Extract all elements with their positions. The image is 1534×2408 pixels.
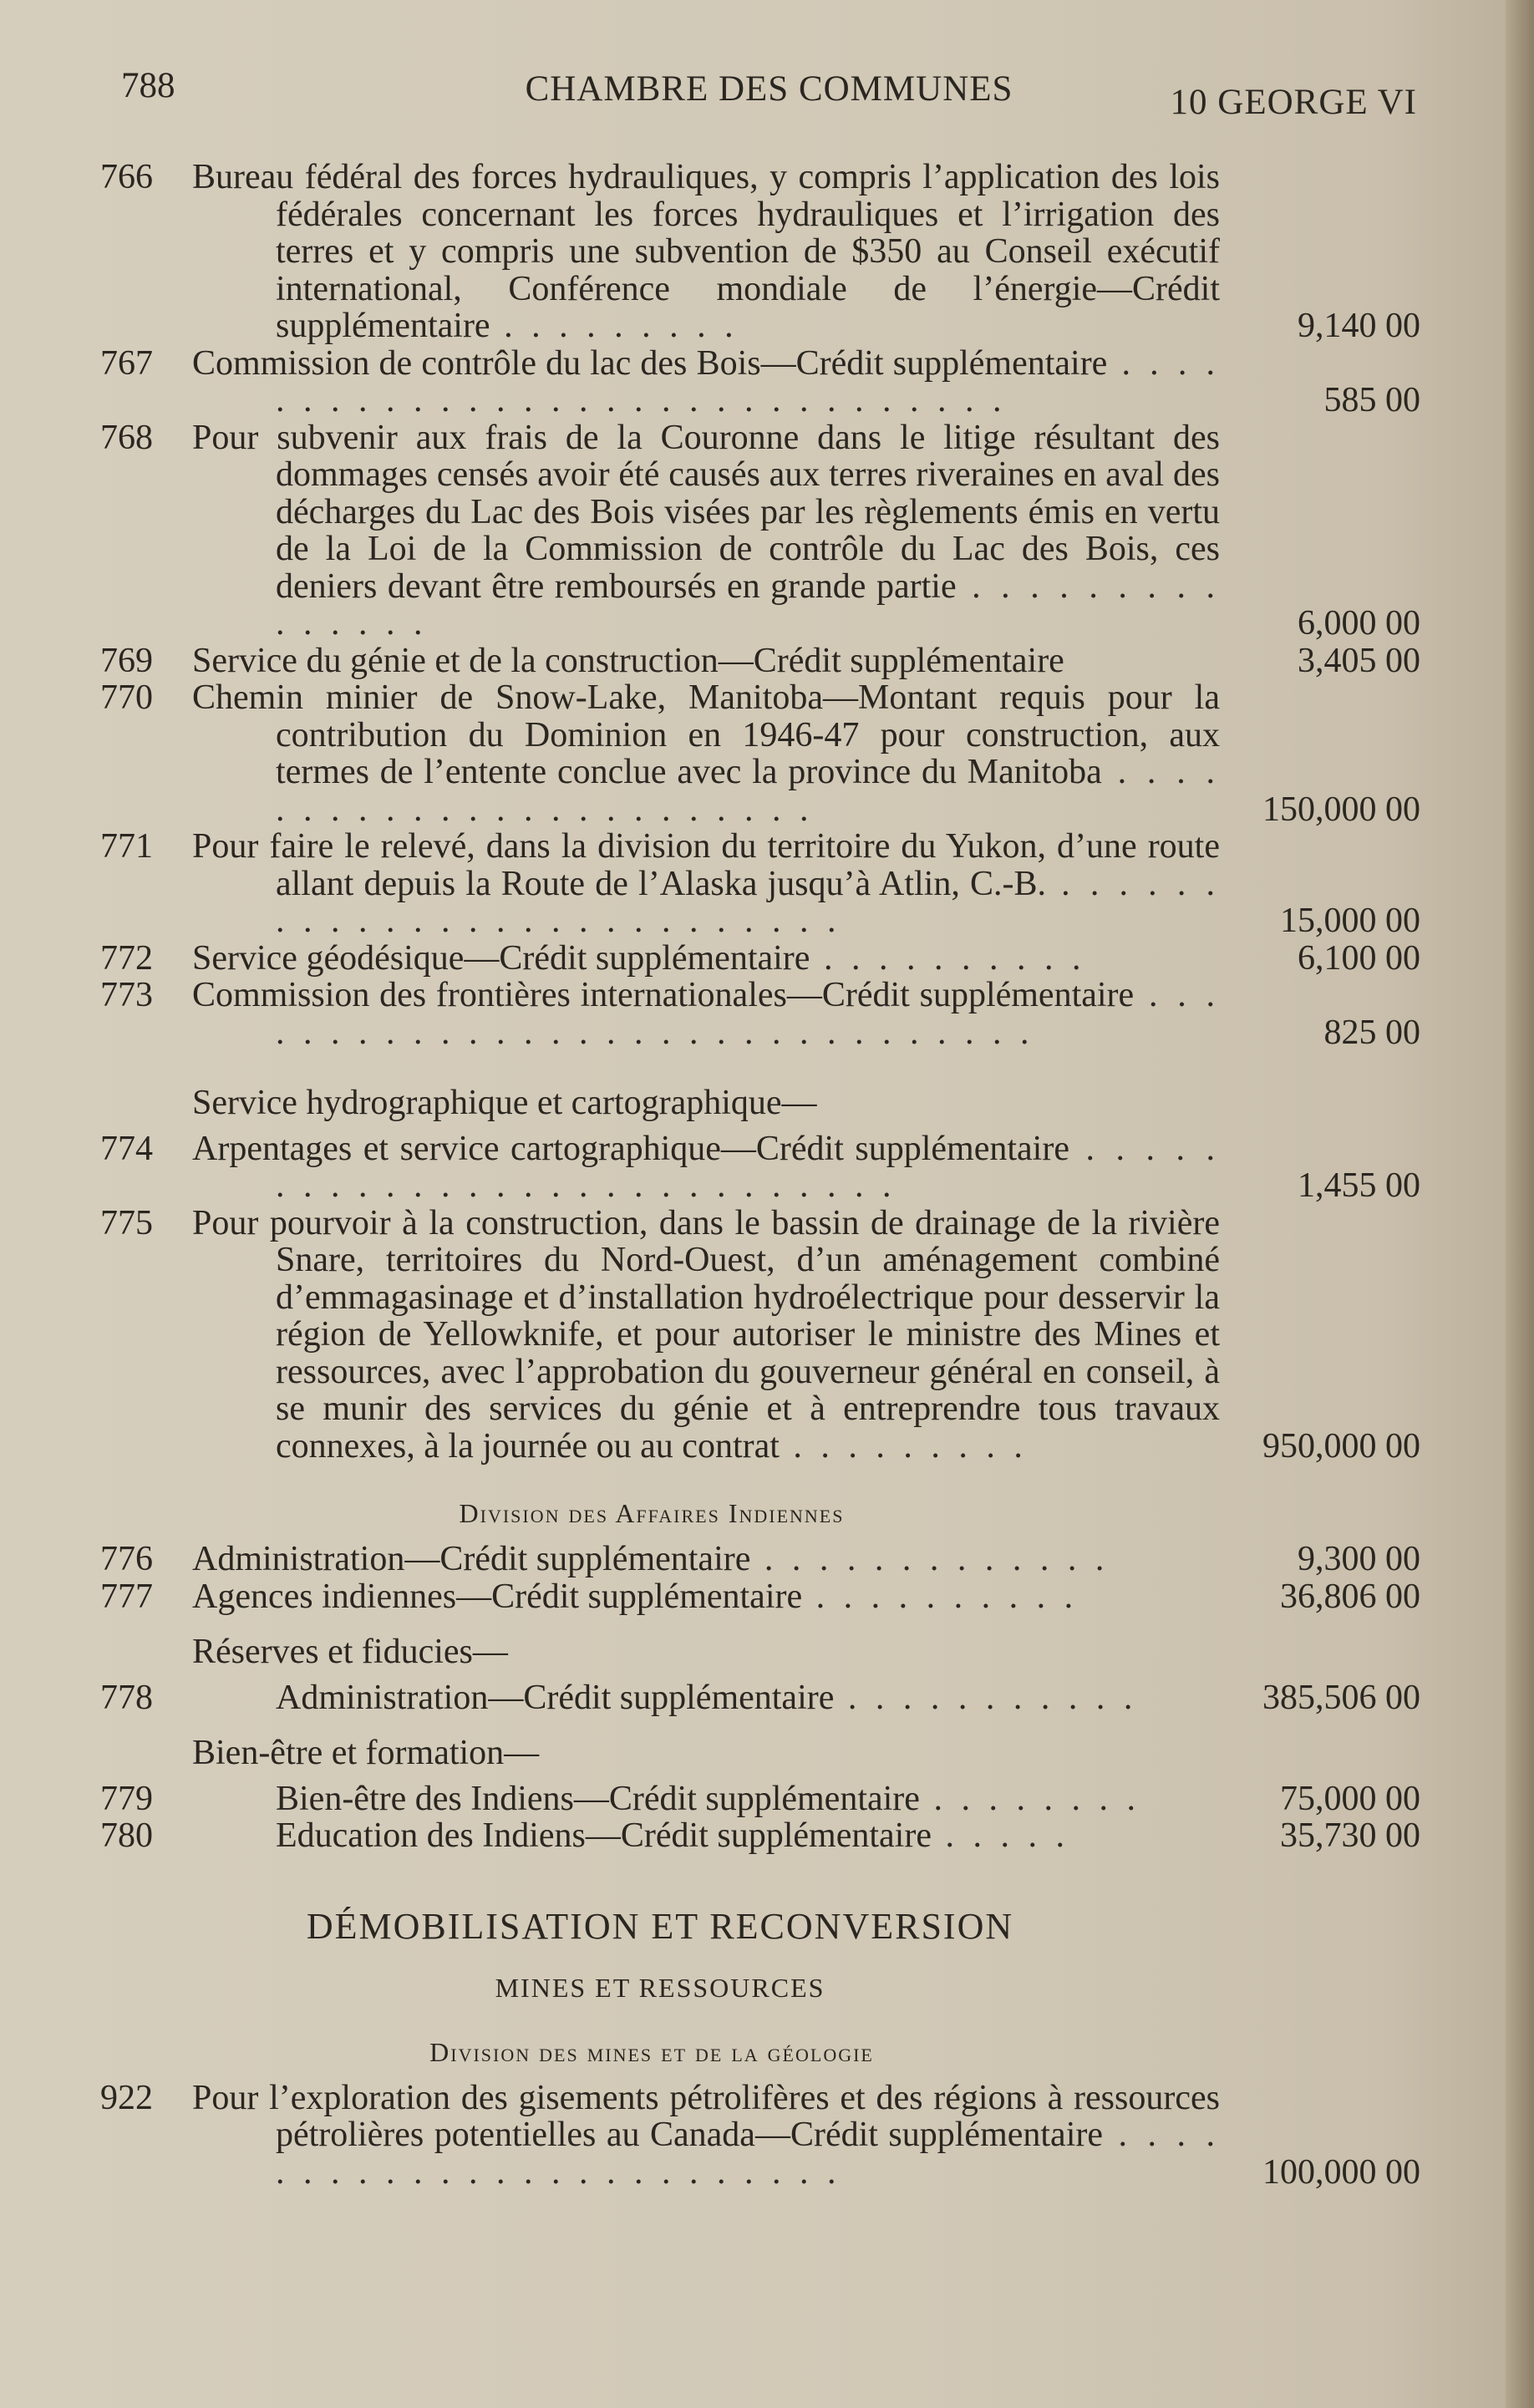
entry-amount: 825 00 <box>1323 1013 1420 1052</box>
estimate-entry: 776 Administration—Crédit supplémentaire . . . . . . . . . . . . . 9,300 00 <box>100 1540 1420 1578</box>
entry-number: 777 <box>100 1577 153 1616</box>
entry-amount: 1,455 00 <box>1298 1166 1420 1205</box>
entry-text: Pour subvenir aux frais de la Couronne dans le litige résultant des dommages censés avoir été causés aux terres riveraines en aval des décharges du Lac des Bois visées par les règlements émis en vertu de la Loi de la Commission de contrôle du Lac des Bois, ces deniers devant être remboursés en grande partie <box>192 418 1220 606</box>
entry-number: 922 <box>100 2078 153 2117</box>
estimate-entry: 767 Commission de contrôle du lac des Bois—Crédit supplémentaire . . . . . . . . . . . . . . . . . . . . . . . . . . . . . . . 585 00 <box>100 343 1420 419</box>
estimate-entry: 772 Service géodésique—Crédit supplémentaire . . . . . . . . . . 6,100 00 <box>100 938 1420 978</box>
estimate-entry <box>100 643 1420 680</box>
entry-amount: 6,000 00 <box>1298 604 1420 643</box>
entry-amount: 36,806 00 <box>1280 1577 1420 1616</box>
division-heading: Division des mines et de la géologie <box>429 2036 874 2067</box>
entry-amount: 9,300 00 <box>1298 1540 1420 1578</box>
entry-number: 774 <box>100 1129 153 1168</box>
entry-number: 766 <box>100 158 153 196</box>
entry-number: 778 <box>100 1678 153 1717</box>
entry-text: Pour faire le relevé, dans la division du territoire du Yukon, d’une route allant depuis la Route de l’Alaska jusqu’à Atlin, C.-B. <box>192 827 1220 903</box>
department-heading: MINES ET RESSOURCES <box>495 1972 825 2003</box>
estimate-entry: 766 Bureau fédéral des forces hydrauliques, y compris l’application des lois fédérales concernant les forces hydrauliques et l’irrigation des terres et y compris une subvention de $350 au Conseil exécutif international, Conférence mondiale de l’énergie—Crédit supplémentaire . . . . . . . . . 9,140 00 <box>100 158 1420 345</box>
estimate-entry: 779 Bien-être des Indiens—Crédit supplémentaire . . . . . . . . 75,000 00 <box>100 1779 1420 1818</box>
entry-text: Commission des frontières internationales—Crédit supplémentaire <box>192 976 1135 1014</box>
estimate-entry: 773 Commission des frontières internationales—Crédit supplémentaire . . . . . . . . . . . . . . . . . . . . . . . . . . . . . . . 825 00 <box>100 976 1420 1052</box>
section-subheading: Bien-être et formation— <box>192 1734 540 1772</box>
page-number: 788 <box>121 66 175 105</box>
estimate-entry: 778 Administration—Crédit supplémentaire . . . . . . . . . . . 385,506 00 <box>100 1678 1420 1717</box>
entry-number: 775 <box>100 1203 153 1242</box>
page-edge <box>1506 0 1534 2408</box>
reign-label: 10 GEORGE VI <box>1170 83 1417 122</box>
entry-number: 780 <box>100 1816 153 1855</box>
entry-number: 771 <box>100 827 153 866</box>
entry-amount: 3,405 00 <box>1298 641 1420 680</box>
entry-text: Administration—Crédit supplémentaire <box>276 1678 835 1717</box>
entry-text: Bureau fédéral des forces hydrauliques, y compris l’application des lois fédérales concernant les forces hydrauliques et l’irrigation des terres et y compris une subvention de $350 au Conseil exécutif international, Conférence mondiale de l’énergie—Crédit supplémentaire <box>192 158 1220 345</box>
entry-amount: 35,730 00 <box>1280 1816 1420 1855</box>
entry-number: 767 <box>100 343 153 383</box>
estimates-list <box>100 159 1420 2191</box>
page-title: CHAMBRE DES COMMUNES <box>525 69 1013 109</box>
estimate-entry: 777 Agences indiennes—Crédit supplémentaire . . . . . . . . . . 36,806 00 <box>100 1577 1420 1616</box>
section-subheading: Réserves et fiducies— <box>192 1633 508 1671</box>
entry-amount: 6,100 00 <box>1298 938 1420 978</box>
entry-text: Agences indiennes—Crédit supplémentaire <box>192 1577 803 1616</box>
entry-number: 770 <box>100 678 153 717</box>
entry-number: 772 <box>100 938 153 978</box>
estimate-entry: 775 Pour pourvoir à la construction, dans le bassin de drainage de la rivière Snare, territoires du Nord-Ouest, d’un aménagement combiné d’emmagasinage et d’installation hydroélectrique pour desservir la région de Yellowknife, et pour autoriser le ministre des Mines et ressources, avec l’approbation du gouverneur général en conseil, à se munir des services du génie et à entreprendre tous travaux connexes, à la journée ou au contrat . . . . . . . . . 950,000 00 <box>100 1203 1420 1466</box>
main-heading: DÉMOBILISATION ET RECONVERSION <box>306 1905 1014 1947</box>
entry-amount: 75,000 00 <box>1280 1779 1420 1818</box>
entry-text: Service du génie et de la construction—Crédit supplémentaire <box>192 641 1064 680</box>
entry-number: 769 <box>100 641 153 680</box>
entry-number: 768 <box>100 418 153 457</box>
estimate-entry: 771 Pour faire le relevé, dans la division du territoire du Yukon, d’une route allant depuis la Route de l’Alaska jusqu’à Atlin, C.-B. . . . . . . . . . . . . . . . . . . . . . . . . . . . 15,000 00 <box>100 827 1420 940</box>
entry-text: Service géodésique—Crédit supplémentaire <box>192 938 810 978</box>
entry-text: Arpentages et service cartographique—Crédit supplémentaire <box>192 1129 1069 1168</box>
entry-text: Pour l’exploration des gisements pétrolifères et des régions à ressources pétrolières potentielles au Canada—Crédit supplémentaire <box>192 2078 1220 2154</box>
entry-number: 776 <box>100 1540 153 1578</box>
estimate-entry: 770 Chemin minier de Snow-Lake, Manitoba—Montant requis pour la contribution du Dominion en 1946-47 pour construction, aux termes de l’entente conclue avec la province du Manitoba . . . . . . . . . . . . . . . . . . . . . . . . 150,000 00 <box>100 678 1420 829</box>
entry-amount: 150,000 00 <box>1262 790 1420 829</box>
estimate-entry: 774 Arpentages et service cartographique—Crédit supplémentaire . . . . . . . . . . . . . . . . . . . . . . . . . . . . 1,455 00 <box>100 1129 1420 1205</box>
entry-number: 773 <box>100 976 153 1014</box>
entry-text: Commission de contrôle du lac des Bois—Crédit supplémentaire <box>192 343 1108 383</box>
entry-amount: 100,000 00 <box>1262 2152 1420 2192</box>
entry-text: Chemin minier de Snow-Lake, Manitoba—Montant requis pour la contribution du Dominion en 1946-47 pour construction, aux termes de l’entente conclue avec la province du Manitoba <box>192 678 1220 791</box>
entry-amount: 15,000 00 <box>1280 902 1420 940</box>
entry-text: Education des Indiens—Crédit supplémentaire <box>276 1816 932 1855</box>
entry-amount: 585 00 <box>1323 381 1420 419</box>
division-heading: Division des Affaires Indiennes <box>459 1498 845 1528</box>
entry-amount: 385,506 00 <box>1262 1678 1420 1717</box>
page-header <box>121 65 1417 122</box>
entry-text: Pour pourvoir à la construction, dans le bassin de drainage de la rivière Snare, territoires du Nord-Ouest, d’un aménagement combiné d’emmagasinage et d’installation hydroélectrique pour desservir la région de Yellowknife, et pour autoriser le ministre des Mines et ressources, avec l’approbation du gouverneur général en conseil, à se munir des services du génie et à entreprendre tous travaux connexes, à la journée ou au contrat <box>192 1203 1220 1466</box>
entry-text: Bien-être des Indiens—Crédit supplémentaire <box>276 1779 920 1818</box>
estimate-entry: 922 Pour l’exploration des gisements pétrolifères et des régions à ressources pétrolières potentielles au Canada—Crédit supplémentaire . . . . . . . . . . . . . . . . . . . . . . . . . 100,000 00 <box>100 2078 1420 2192</box>
entry-text: Administration—Crédit supplémentaire <box>192 1540 751 1578</box>
entry-number: 779 <box>100 1779 153 1818</box>
estimate-entry: 768 Pour subvenir aux frais de la Couronne dans le litige résultant des dommages censés avoir été causés aux terres riveraines en aval des décharges du Lac des Bois visées par les règlements émis en vertu de la Loi de la Commission de contrôle du Lac des Bois, ces deniers devant être remboursés en grande partie . . . . . . . . . . . . . . . 6,000 00 <box>100 418 1420 643</box>
section-subheading: Service hydrographique et cartographique— <box>192 1084 817 1122</box>
entry-amount: 950,000 00 <box>1262 1426 1420 1466</box>
entry-amount: 9,140 00 <box>1298 307 1420 345</box>
estimate-entry: 780 Education des Indiens—Crédit supplémentaire . . . . . 35,730 00 <box>100 1816 1420 1855</box>
